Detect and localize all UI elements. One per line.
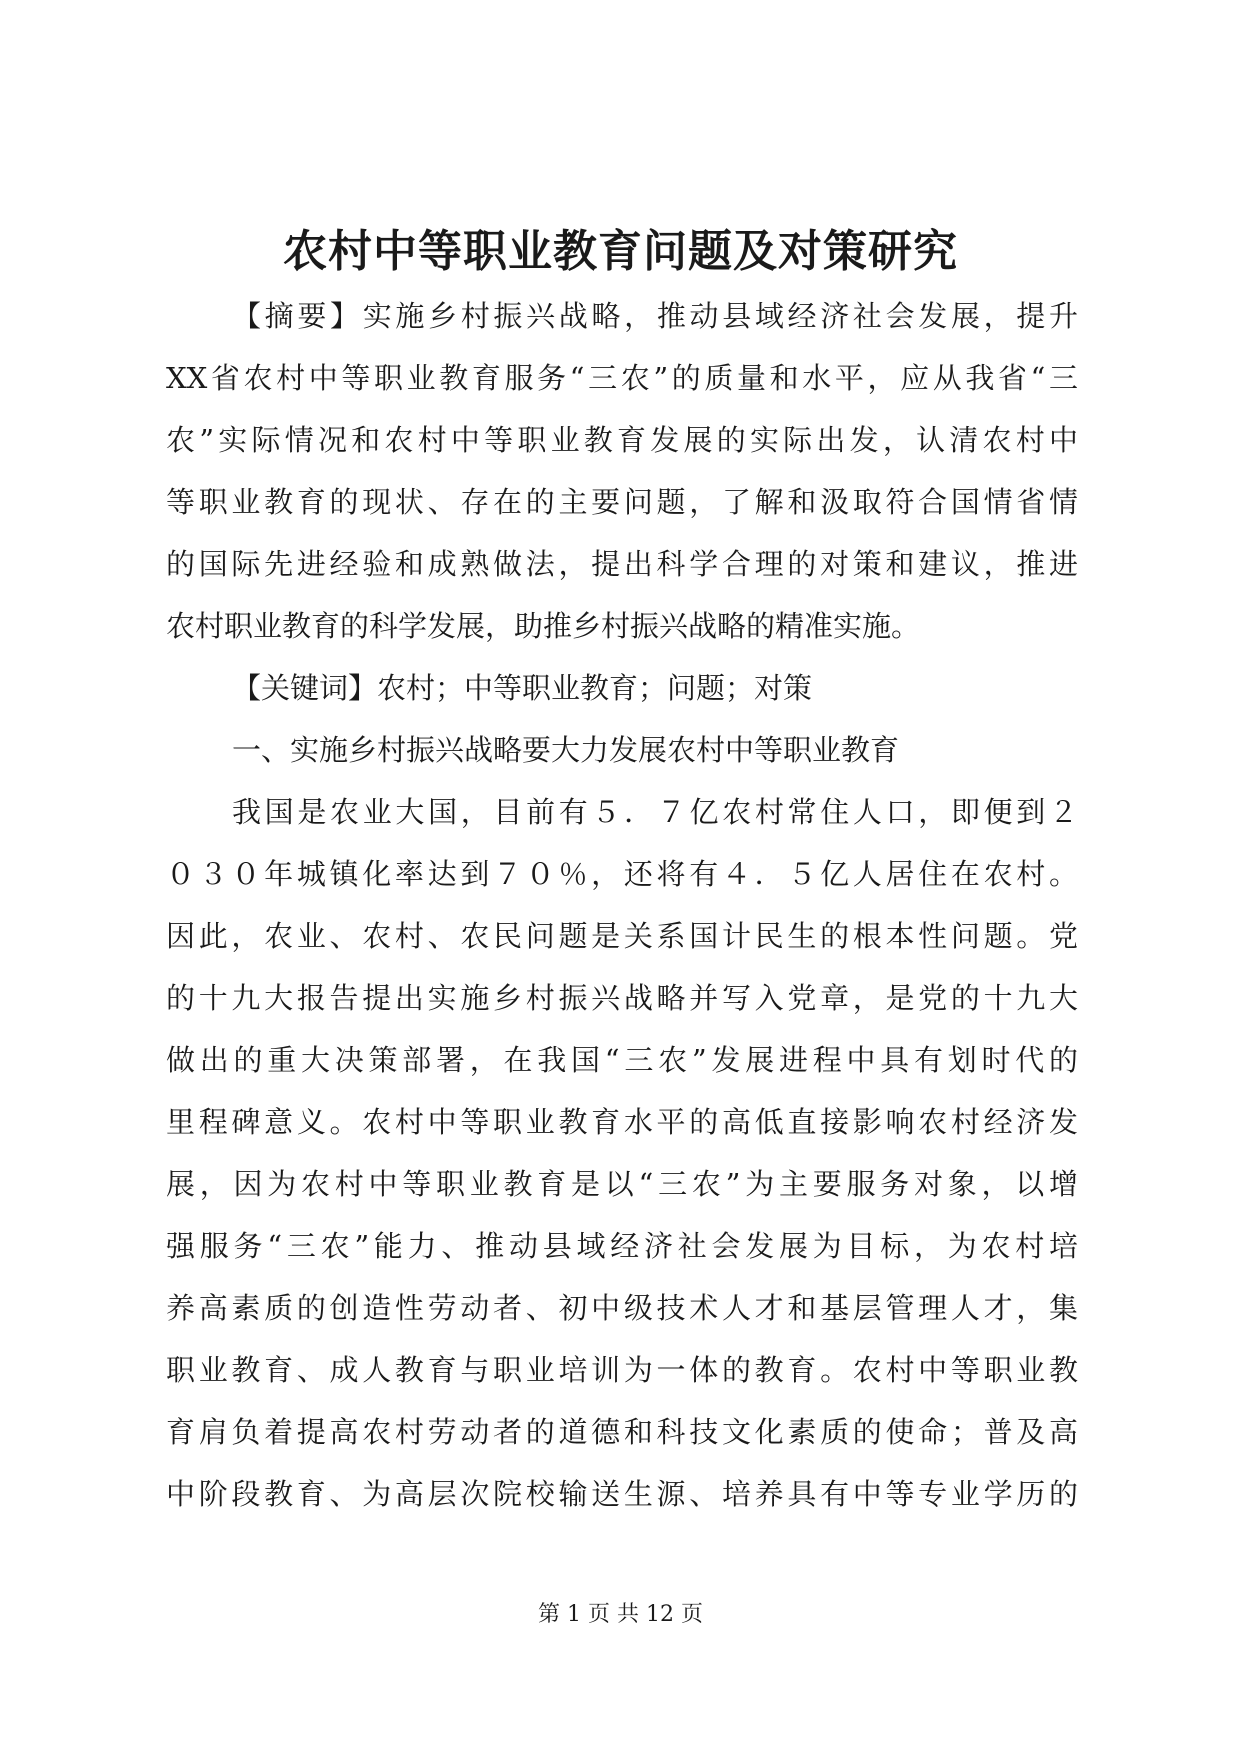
text-line: ０３０年城镇化率达到７０％，还将有４．５亿人居住在农村。 [166, 857, 1078, 891]
text-line: 的十九大报告提出实施乡村振兴战略并写入党章，是党的十九大 [166, 981, 1078, 1015]
text-line: 农村职业教育的科学发展，助推乡村振兴战略的精准实施。 [166, 609, 921, 643]
text-line: 因此，农业、农村、农民问题是关系国计民生的根本性问题。党 [166, 919, 1078, 953]
text-line: 展，因为农村中等职业教育是以“三农”为主要服务对象，以增 [166, 1167, 1078, 1201]
abstract-paragraph [166, 285, 1078, 657]
text-line: 育肩负着提高农村劳动者的道德和科技文化素质的使命；普及高 [166, 1415, 1078, 1449]
section-heading-1 [166, 719, 1078, 781]
text-line: 【摘要】实施乡村振兴战略，推动县域经济社会发展，提升 [232, 299, 1078, 333]
text-line: 里程碑意义。农村中等职业教育水平的高低直接影响农村经济发 [166, 1105, 1078, 1139]
text-line: 中阶段教育、为高层次院校输送生源、培养具有中等专业学历的 [166, 1477, 1078, 1511]
text-line: 的国际先进经验和成熟做法，提出科学合理的对策和建议，推进 [166, 547, 1078, 581]
text-line: 强服务“三农”能力、推动县域经济社会发展为目标，为农村培 [166, 1229, 1078, 1263]
body-paragraph-1 [166, 781, 1078, 1525]
text-line: 【关键词】农村；中等职业教育；问题；对策 [232, 671, 813, 705]
page-footer: 第 1 页 共 12 页 [538, 1602, 703, 1627]
document-body [166, 285, 1078, 1525]
text-line: 养高素质的创造性劳动者、初中级技术人才和基层管理人才，集 [166, 1291, 1078, 1325]
text-line: 等职业教育的现状、存在的主要问题，了解和汲取符合国情省情 [166, 485, 1078, 519]
text-line: 职业教育、成人教育与职业培训为一体的教育。农村中等职业教 [166, 1353, 1078, 1387]
text-line: 我国是农业大国，目前有５．７亿农村常住人口，即便到２ [232, 795, 1078, 829]
text-line: XX省农村中等职业教育服务“三农”的质量和水平，应从我省“三 [166, 361, 1078, 395]
text-line: 一、实施乡村振兴战略要大力发展农村中等职业教育 [232, 733, 900, 767]
text-line: 农”实际情况和农村中等职业教育发展的实际出发，认清农村中 [166, 423, 1078, 457]
keywords-paragraph [166, 657, 1078, 719]
text-line: 做出的重大决策部署，在我国“三农”发展进程中具有划时代的 [166, 1043, 1078, 1077]
document-title: 农村中等职业教育问题及对策研究 [283, 226, 958, 277]
